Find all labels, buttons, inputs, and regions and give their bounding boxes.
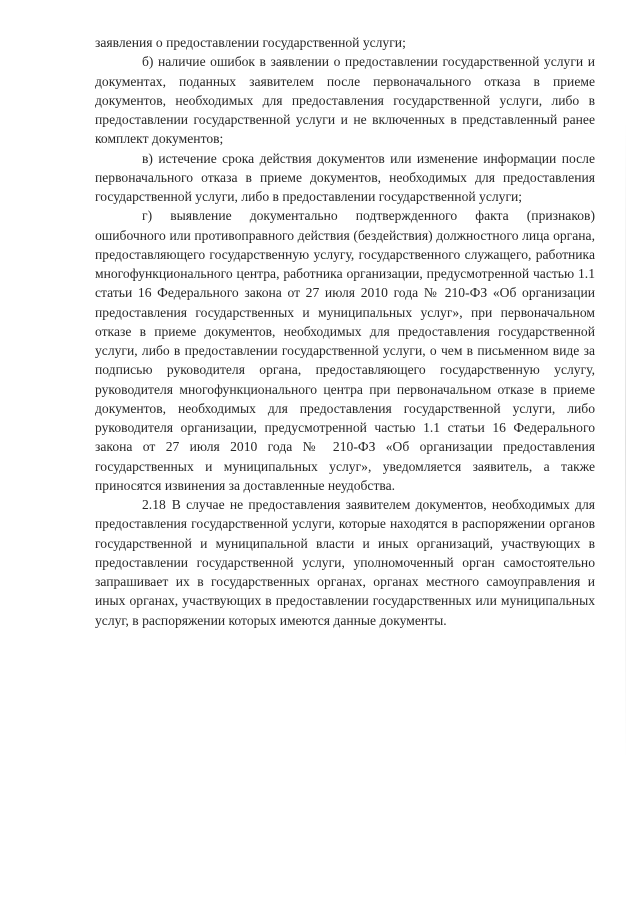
scan-edge-artifact (625, 120, 626, 760)
paragraph-text: заявления о предоставлении государственной услуги; (95, 35, 406, 50)
clause-number: 2.18 (142, 497, 166, 512)
paragraph-continuation (95, 33, 595, 52)
paragraph-item-b (95, 52, 595, 148)
document-page (95, 33, 595, 630)
paragraph-text: В случае не предоставления заявителем документов, необходимых для предоставления государственной услуги, которые находятся в распоряжении органов государственной и муниципальной власти и иных организаций, участвующих в предоставлении государственной услуги, уполномоченный орган самостоятельно запрашивает их в государственных органах, органах местного самоуправления и иных органах, участвующих в предоставлении государственных или муниципальных услуг, в распоряжении которых имеются данные документы. (95, 497, 595, 628)
paragraph-clause-2-18 (95, 495, 595, 630)
paragraph-text: б) наличие ошибок в заявлении о предоставлении государственной услуги и документах, поданных заявителем после первоначального отказа в приеме документов, необходимых для предоставления государственной услуги, либо в предоставлении государственной услуги и не включенных в представленный ранее комплект документов; (95, 54, 595, 147)
paragraph-item-v (95, 149, 595, 207)
paragraph-text: в) истечение срока действия документов или изменение информации после первоначального отказа в приеме документов, необходимых для предоставления государственной услуги, либо в предоставлении государственной услуги; (95, 150, 595, 204)
paragraph-text: г) выявление документально подтвержденного факта (признаков) ошибочного или противоправного действия (бездействия) должностного лица органа, предоставляющего государственную услугу, государственного служащего, работника многофункционального центра, работника организации, предусмотренной частью 1.1 статьи 16 Федерального закона от 27 июля 2010 года № 210-ФЗ «Об организации предоставления государственных и муниципальных услуг», при первоначальном отказе в приеме документов, необходимых для предоставления государственной услуги, либо в предоставлении государственной услуги, о чем в письменном виде за подписью руководителя органа, предоставляющего государственную услугу, руководителя многофункционального центра при первоначальном отказе в приеме документов, необходимых для предоставления государственной услуги, либо руководителя организации, предусмотренной частью 1.1 статьи 16 Федерального закона от 27 июля 2010 года № 210-ФЗ «Об организации предоставления государственных и муниципальных услуг», уведомляется заявитель, а также приносятся извинения за доставленные неудобства. (95, 208, 595, 493)
paragraph-item-g (95, 206, 595, 495)
